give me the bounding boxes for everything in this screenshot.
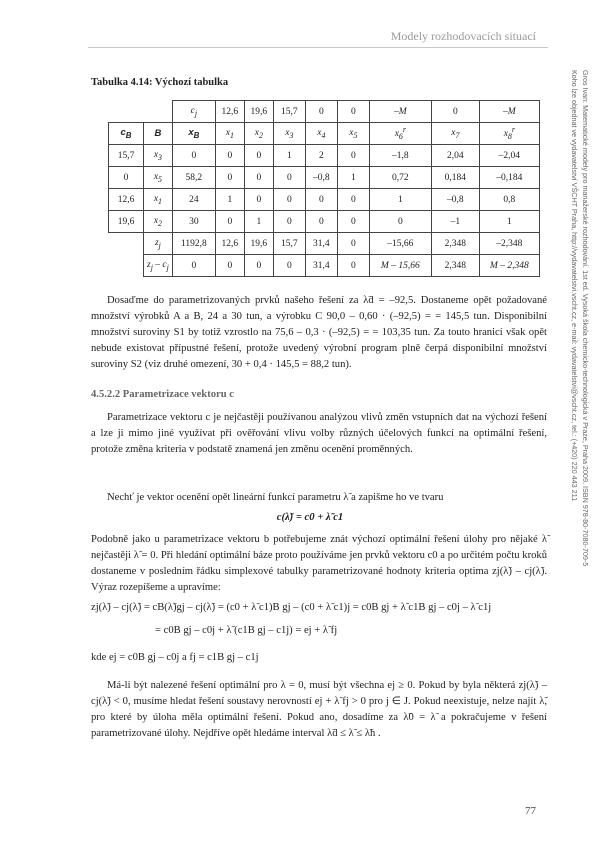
table-cell: 0: [215, 167, 244, 189]
paragraph-4: Podobně jako u parametrizace vektoru b potřebujeme znát výchozí optimální řešení úlohy pro nějaké λ̃ nejčastěji λ̃ = 0. Při hledání optimální báze proto používáme jen prvků vektoru c0 a po určitém počtu kroků dostaneme v posledním řádku simplexové tabulky parametrizované hodnoty kriteria optima zj(λ̃) – cj(λ̃). Výraz rozepíšeme a upravíme:: [91, 534, 547, 594]
simplex-table: [108, 100, 540, 277]
table-cell: 0: [215, 145, 244, 167]
table-cell: –1,8: [369, 145, 431, 167]
derivation-line-2: = c0B gj – c0j + λ̃ (c1B gj – c1j) = ej + λ̃ fj: [155, 625, 338, 636]
section-heading: 4.5.2.2 Parametrizace vektoru c: [91, 389, 234, 400]
table-cell-empty: [109, 101, 144, 123]
page-number: 77: [525, 805, 536, 817]
table-row: [109, 145, 540, 167]
table-cell: $x_1$: [144, 189, 173, 211]
table-cell: 15,7: [109, 145, 144, 167]
table-row: [109, 167, 540, 189]
table-header-x5: $x_5$: [337, 123, 369, 145]
table-cell: 1192,8: [172, 233, 215, 255]
table-header-cB: $c_B$: [109, 123, 144, 145]
table-cell: –M: [369, 101, 431, 123]
definition-line: kde ej = c0B gj – c0j a fj = c1B gj – c1j: [91, 652, 259, 663]
table-cell: –2,04: [479, 145, 539, 167]
table-row: [109, 211, 540, 233]
table-cell: M – 2,348: [479, 255, 539, 277]
table-cell: 0: [369, 211, 431, 233]
table-cell: 0: [215, 211, 244, 233]
table-cell: 30: [172, 211, 215, 233]
table-cell: –M: [479, 101, 539, 123]
table-cell: 19,6: [244, 101, 273, 123]
table-cell: 19,6: [244, 233, 273, 255]
paragraph-1: Dosaďme do parametrizovaných prvků našeho řešení za λ̃d = –92,5. Dostaneme opět požadované množství výrobků A a B, 24 a 30 tun, a výrobku C 90,0 – 0,60 · (–92,5) = = 145,5 tun. Disponibilní množství suroviny S1 by totiž vzrostlo na 75,6 – 0,3 · (–92,5) = = 103,35 tun. Za touto hranicí však opět nebude existovat přípustné řešení, protože uvedený výrobní program plně čerpá disponibilní množství suroviny S2 (viz druhé omezení, 30 + 0,4 · 145,5 = 88,2 tun).: [91, 295, 547, 371]
table-cell: 1: [244, 211, 273, 233]
side-note-line-1: Gros Ivan: Matematické modely pro manažerské rozhodování. 1st ed. Vysoká škola chemicko-technologická v Praze, Praha 2009. ISBN 978-80-7080-709-5: [581, 70, 590, 567]
table-header-xB: $x_B$: [172, 123, 215, 145]
table-header-x7: $x_7$: [431, 123, 479, 145]
running-head: Modely rozhodovacích situací: [390, 29, 536, 43]
table-row: [109, 189, 540, 211]
table-cell: 31,4: [305, 255, 337, 277]
table-cell: 2: [305, 145, 337, 167]
table-row-cj: [109, 101, 540, 123]
formula-c-lambda: c(λ̃) = c0 + λ̃ c1: [276, 512, 344, 523]
table-cell: 15,7: [273, 101, 305, 123]
table-header-x2: $x_2$: [244, 123, 273, 145]
table-caption: Tabulka 4.14: Výchozí tabulka: [91, 77, 229, 88]
table-cell: –0,8: [431, 189, 479, 211]
table-cell: 12,6: [215, 233, 244, 255]
table-cell: 0: [431, 101, 479, 123]
side-note-text: [569, 70, 591, 770]
side-note-line-2: Koho lze objednat ve vydavatelství VŠCHT Praha, http://vydavatelstvi.vscht.cz, e-mail: vydavatelstvi@vscht.cz, tel.: (+420) 220 443 211: [570, 70, 579, 502]
table-cell: 0: [273, 167, 305, 189]
table-cell: 0: [172, 255, 215, 277]
table-cell-empty: [109, 255, 144, 277]
derivation-line-1: zj(λ̃) – cj(λ̃) = cB(λ̃)gj – cj(λ̃) = (c0 + λ̃ c1)B gj – (c0 + λ̃ c1)j = c0B gj + λ̃ c1B gj – c0j – λ̃ c1j: [91, 602, 492, 613]
table-cell: $x_5$: [144, 167, 173, 189]
table-cell: 0: [109, 167, 144, 189]
table-cell: –1: [431, 211, 479, 233]
table-cell: –0,184: [479, 167, 539, 189]
table-header-x6r: $x_6^r$: [369, 123, 431, 145]
table-cell: 12,6: [109, 189, 144, 211]
table-header-x8r: $x_8^r$: [479, 123, 539, 145]
table-header-x4: $x_4$: [305, 123, 337, 145]
table-cell: 2,348: [431, 255, 479, 277]
table-header-x1: $x_1$: [215, 123, 244, 145]
table-cell: 0,184: [431, 167, 479, 189]
table-cell: 1: [215, 189, 244, 211]
table-header-x3: $x_3$: [273, 123, 305, 145]
table-cell: –2,348: [479, 233, 539, 255]
side-note: [561, 70, 591, 770]
table-cell: 0: [337, 101, 369, 123]
table-cell: 0: [337, 255, 369, 277]
table-row-zj-cj: [109, 255, 540, 277]
table-cell: 2,348: [431, 233, 479, 255]
table-cell: 0: [337, 233, 369, 255]
table-cell: 1: [369, 189, 431, 211]
table-cell: 1: [479, 211, 539, 233]
table-cell: –0,8: [305, 167, 337, 189]
table-header-row: [109, 123, 540, 145]
table-cell: 24: [172, 189, 215, 211]
table-cell: 0: [244, 189, 273, 211]
table-cell: 1: [273, 145, 305, 167]
table-cell: $x_2$: [144, 211, 173, 233]
table-cell: 31,4: [305, 233, 337, 255]
paragraph-2: Parametrizace vektoru c je nejčastěji používanou analýzou vlivů změn vstupních dat na výchozí řešení a lze ji mimo jiné využívat při ověřování vlivu volby různých účelových funkcí na optimální řešení, protože změna kriteria v podstatě znamená jen změnu ocenění proměnných.: [91, 412, 547, 456]
table-cell: 15,7: [273, 233, 305, 255]
table-cell: 0: [215, 255, 244, 277]
table-cell: 0: [244, 255, 273, 277]
table-cell: 0: [172, 145, 215, 167]
table-header-B: B: [144, 123, 173, 145]
table-cell-cj-label: $c_j$: [172, 101, 215, 123]
table-cell: 0: [305, 211, 337, 233]
table-cell: 0: [337, 145, 369, 167]
table-cell: 0: [337, 189, 369, 211]
table-cell: 12,6: [215, 101, 244, 123]
table-row-zj: [109, 233, 540, 255]
table-cell: 19,6: [109, 211, 144, 233]
table-cell: M – 15,66: [369, 255, 431, 277]
table-cell: $x_3$: [144, 145, 173, 167]
table-cell: 0: [305, 101, 337, 123]
table-cell: 0: [273, 189, 305, 211]
table-cell-zjcj-label: $z_j - c_j$: [144, 255, 173, 277]
table-cell-empty: [144, 101, 173, 123]
table-cell: 0: [244, 167, 273, 189]
table-cell: 0: [337, 211, 369, 233]
table-cell: 0: [273, 255, 305, 277]
table-cell: 1: [337, 167, 369, 189]
table-cell: 0,8: [479, 189, 539, 211]
paragraph-3: Nechť je vektor ocenění opět lineární funkcí parametru λ̃ a zapišme ho ve tvaru: [107, 492, 444, 503]
table-cell: –15,66: [369, 233, 431, 255]
table-cell: 0,72: [369, 167, 431, 189]
header-rule: [88, 47, 548, 48]
table-cell-zj-label: $z_j$: [144, 233, 173, 255]
paragraph-5: Má-li být nalezené řešení optimální pro λ = 0, musí být všechna ej ≥ 0. Pokud by byla některá zj(λ̃) – cj(λ̃) < 0, musíme hledat řešení soustavy nerovností ej + λ̃ fj > 0 pro j ∈ J. Pokud neexistuje, nelze najít λ̃, pro které by úloha měla optimální řešení. Pokud ano, dosadíme za λ̃0 = λ̃ a pokračujeme v řešení parametrizované úlohy. Nejdříve opět hledáme interval λ̃d ≤ λ̃ ≤ λ̃h .: [91, 680, 547, 740]
table-cell: 0: [244, 145, 273, 167]
table-cell: 2,04: [431, 145, 479, 167]
table-cell: 58,2: [172, 167, 215, 189]
table-cell: 0: [273, 211, 305, 233]
table-cell: 0: [305, 189, 337, 211]
table-cell-empty: [109, 233, 144, 255]
